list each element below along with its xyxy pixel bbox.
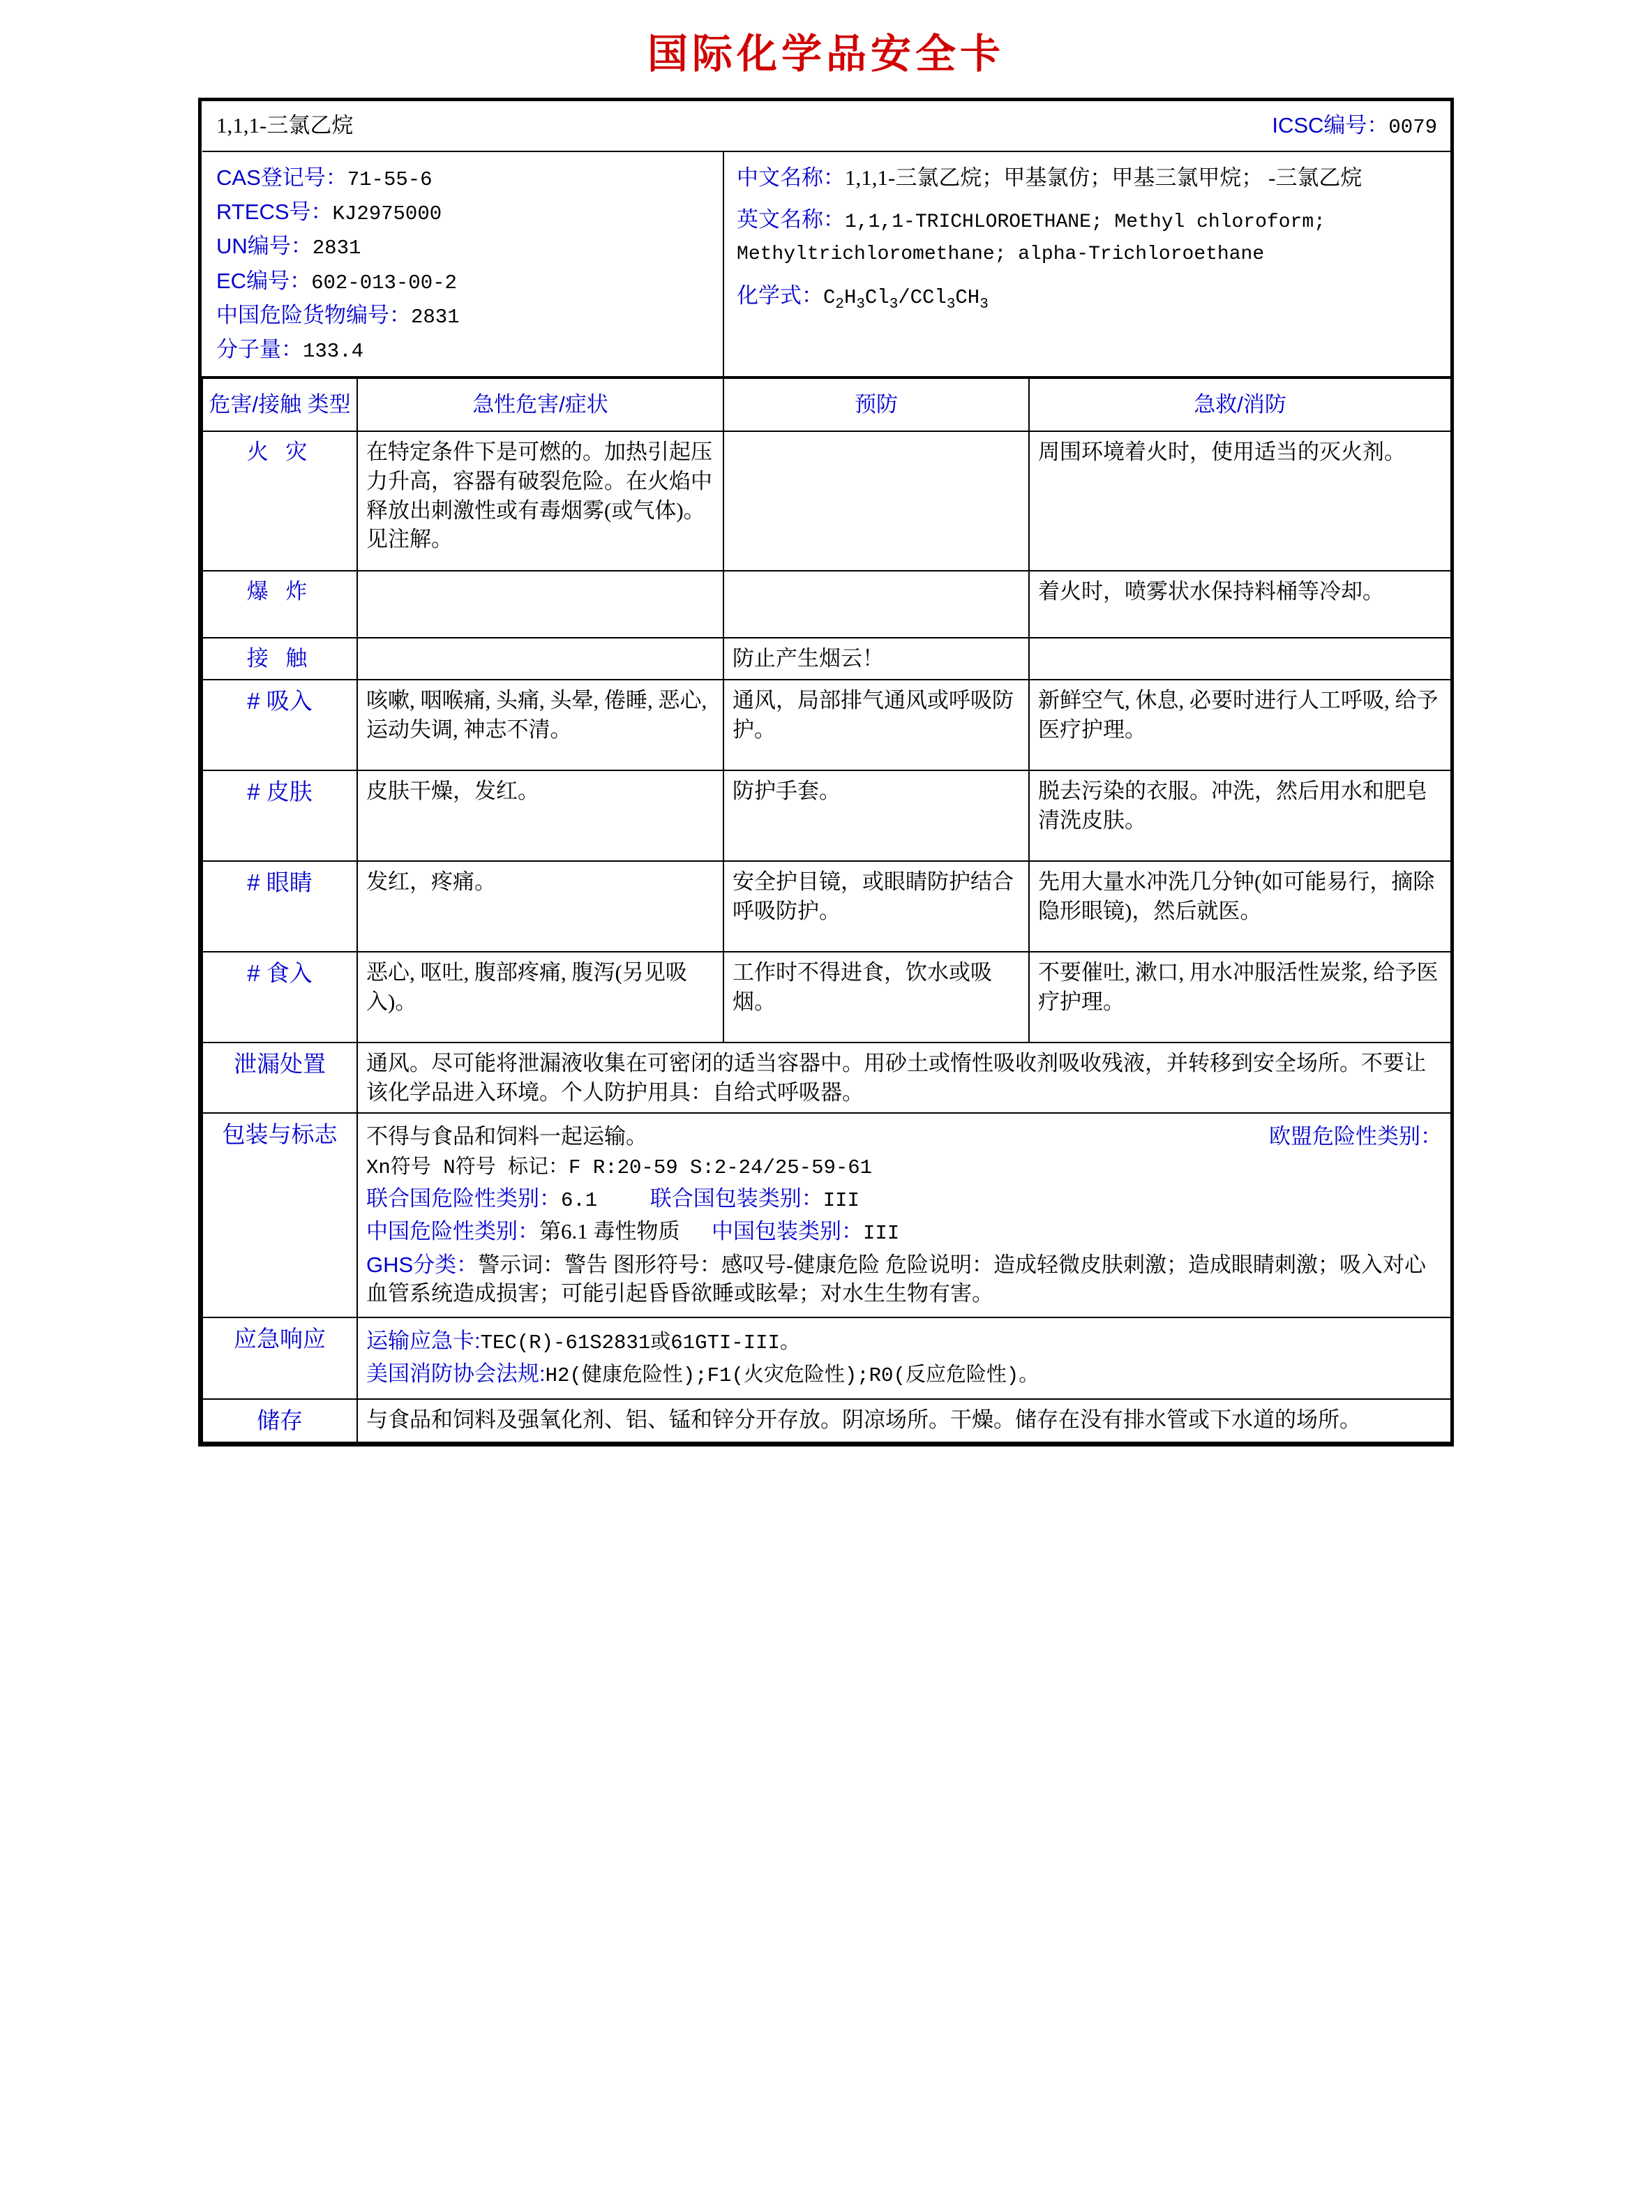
mw-value: 133.4 xyxy=(303,339,364,363)
emergency-label: 应急响应 xyxy=(202,1317,357,1398)
inhalation-prevention: 通风，局部排气通风或呼吸防护。 xyxy=(723,680,1029,770)
en-name-value: 1,1,1-TRICHLOROETHANE; Methyl chloroform; Methyltrichloromethane; alpha-Trichloroethane xyxy=(737,211,1326,265)
packaging-label: 包装与标志 xyxy=(202,1113,357,1317)
skin-prevention: 防护手套。 xyxy=(723,770,1029,861)
un-value: 2831 xyxy=(312,237,361,260)
section-row-packaging xyxy=(202,1113,1451,1317)
packaging-un xyxy=(366,1184,1442,1214)
identifier-block xyxy=(202,151,723,378)
skin-firstaid: 脱去污染的衣服。冲洗，然后用水和肥皂清洗皮肤。 xyxy=(1029,770,1451,861)
row-type-eyes: # 眼睛 xyxy=(202,861,357,952)
col-header-hazard: 急性危害/症状 xyxy=(357,378,723,431)
ghs-value: 警示词：警告 图形符号：感叹号-健康危险 危险说明：造成轻微皮肤刺激；造成眼睛刺激；吸入对心血管系统造成损害；可能引起昏昏欲睡或眩晕；对水生生物有害。 xyxy=(366,1252,1427,1306)
chinese-names xyxy=(737,163,1439,193)
cn-name-value: 1,1,1-三氯乙烷；甲基氯仿；甲基三氯甲烷； -三氯乙烷 xyxy=(845,165,1362,190)
identifier-molecular-weight xyxy=(216,335,709,365)
un-label: UN编号： xyxy=(216,234,313,259)
nfpa-label: 美国消防协会法规: xyxy=(366,1361,546,1387)
cn-class-value: 第6.1 毒性物质 xyxy=(539,1219,680,1244)
cn-pack-value: III xyxy=(863,1222,900,1246)
emergency-nfpa xyxy=(366,1359,1442,1389)
un-class-label: 联合国危险性类别： xyxy=(366,1186,561,1211)
explosion-hazard xyxy=(357,571,723,638)
packaging-ghs xyxy=(366,1250,1442,1309)
exposure-prevention: 防止产生烟云！ xyxy=(723,638,1029,680)
cas-value: 71-55-6 xyxy=(347,168,433,192)
matrix-row-eyes xyxy=(202,861,1451,952)
un-pack-label: 联合国包装类别： xyxy=(649,1186,823,1211)
eyes-prevention: 安全护目镜，或眼睛防护结合呼吸防护。 xyxy=(723,861,1029,952)
identity-row xyxy=(202,151,1451,378)
cas-label: CAS登记号： xyxy=(216,165,347,190)
card-header-row xyxy=(202,101,1451,151)
inhalation-firstaid: 新鲜空气, 休息, 必要时进行人工呼吸, 给予医疗护理。 xyxy=(1029,680,1451,770)
cn-goods-value: 2831 xyxy=(411,305,460,329)
row-type-explosion: 爆 炸 xyxy=(202,571,357,638)
explosion-firstaid: 着火时，喷雾状水保持料桶等冷却。 xyxy=(1029,571,1451,638)
row-type-skin: # 皮肤 xyxy=(202,770,357,861)
ingestion-prevention: 工作时不得进食，饮水或吸烟。 xyxy=(723,952,1029,1043)
cn-name-label: 中文名称： xyxy=(737,165,846,190)
formula-label: 化学式： xyxy=(737,283,824,308)
storage-label: 储存 xyxy=(202,1399,357,1443)
matrix-row-ingestion xyxy=(202,952,1451,1043)
spill-text: 通风。尽可能将泄漏液收集在可密闭的适当容器中。用砂土或惰性吸收剂吸收残液，并转移到安全场所。不要让该化学品进入环境。个人防护用具：自给式呼吸器。 xyxy=(357,1043,1451,1114)
row-type-ingestion: # 食入 xyxy=(202,952,357,1043)
exposure-hazard xyxy=(357,638,723,680)
spill-label: 泄漏处置 xyxy=(202,1043,357,1114)
mw-label: 分子量： xyxy=(216,336,303,361)
matrix-header-row xyxy=(202,378,1451,431)
emergency-card-label: 运输应急卡: xyxy=(366,1329,481,1354)
english-names xyxy=(737,205,1439,269)
icsc-number-cell xyxy=(723,101,1451,151)
matrix-row-inhalation xyxy=(202,680,1451,770)
matrix-row-skin xyxy=(202,770,1451,861)
cn-goods-label: 中国危险货物编号： xyxy=(216,302,411,327)
skin-hazard: 皮肤干燥，发红。 xyxy=(357,770,723,861)
emergency-content xyxy=(357,1317,1451,1398)
eyes-hazard: 发红，疼痛。 xyxy=(357,861,723,952)
ec-value: 602-013-00-2 xyxy=(311,271,457,294)
section-row-emergency xyxy=(202,1317,1451,1398)
rtecs-value: KJ2975000 xyxy=(332,202,442,226)
matrix-row-fire xyxy=(202,431,1451,571)
icsc-label: ICSC编号： xyxy=(1272,113,1389,137)
fire-firstaid: 周围环境着火时，使用适当的灭火剂。 xyxy=(1029,431,1451,571)
identifier-rtecs xyxy=(216,197,709,227)
matrix-row-explosion xyxy=(202,571,1451,638)
eu-hazard-class-label: 欧盟危险性类别： xyxy=(1269,1124,1443,1149)
rtecs-label: RTECS号： xyxy=(216,200,333,225)
exposure-firstaid xyxy=(1029,638,1451,680)
row-type-inhalation: # 吸入 xyxy=(202,680,357,770)
ingestion-firstaid: 不要催吐, 漱口, 用水冲服活性炭浆, 给予医疗护理。 xyxy=(1029,952,1451,1043)
inhalation-hazard: 咳嗽, 咽喉痛, 头痛, 头晕, 倦睡, 恶心, 运动失调, 神志不清。 xyxy=(357,680,723,770)
packaging-cn xyxy=(366,1217,1442,1247)
emergency-card xyxy=(366,1327,1442,1357)
fire-prevention xyxy=(723,431,1029,571)
chemical-name: 1,1,1-三氯乙烷 xyxy=(202,101,723,151)
fire-hazard: 在特定条件下是可燃的。加热引起压力升高，容器有破裂危险。在火焰中释放出刺激性或有毒烟雾(或气体)。见注解。 xyxy=(357,431,723,571)
cn-class-label: 中国危险性类别： xyxy=(366,1219,539,1244)
formula xyxy=(737,281,1439,315)
identifier-cas xyxy=(216,163,709,193)
ec-label: EC编号： xyxy=(216,268,312,293)
icsc-card xyxy=(198,98,1454,1447)
packaging-line1 xyxy=(366,1122,1442,1151)
identifier-ec xyxy=(216,267,709,297)
packaging-transport-note: 不得与食品和饲料一起运输。 xyxy=(366,1124,647,1149)
storage-text: 与食品和饲料及强氧化剂、铝、锰和锌分开存放。阴凉场所。干燥。储存在没有排水管或下水道的场所。 xyxy=(357,1399,1451,1443)
identifier-un xyxy=(216,232,709,262)
col-header-firstaid: 急救/消防 xyxy=(1029,378,1451,431)
identifier-cn-dangerous-goods xyxy=(216,301,709,331)
ghs-label: GHS分类： xyxy=(366,1252,479,1277)
col-header-prevention: 预防 xyxy=(723,378,1029,431)
formula-value: $C_2H_3Cl_3/CCl_3CH_3$ xyxy=(823,286,989,313)
icsc-table xyxy=(202,101,1452,1443)
ingestion-hazard: 恶心, 呕吐, 腹部疼痛, 腹泻(另见吸入)。 xyxy=(357,952,723,1043)
icsc-number: 0079 xyxy=(1388,116,1438,139)
section-row-storage xyxy=(202,1399,1451,1443)
names-block xyxy=(723,151,1451,378)
emergency-card-value: TEC(R)-61S2831或61GTI-III。 xyxy=(480,1331,800,1355)
un-class-value: 6.1 xyxy=(561,1189,598,1213)
en-name-label: 英文名称： xyxy=(737,207,846,232)
explosion-prevention xyxy=(723,571,1029,638)
cn-pack-label: 中国包装类别： xyxy=(712,1219,863,1244)
page-title: 国际化学品安全卡 xyxy=(647,31,1005,77)
eyes-firstaid: 先用大量水冲洗几分钟(如可能易行，摘除隐形眼镜)，然后就医。 xyxy=(1029,861,1451,952)
row-type-fire: 火 灾 xyxy=(202,431,357,571)
un-pack-value: III xyxy=(823,1189,859,1213)
section-row-spill xyxy=(202,1043,1451,1114)
packaging-content xyxy=(357,1113,1451,1317)
col-header-type: 危害/接触 类型 xyxy=(202,378,357,431)
nfpa-value: H2(健康危险性);F1(火灾危险性);R0(反应危险性)。 xyxy=(545,1364,1039,1388)
matrix-row-exposure xyxy=(202,638,1451,680)
row-type-exposure: 接 触 xyxy=(202,638,357,680)
packaging-line2: Xn符号 N符号 标记：F R:20-59 S:2-24/25-59-61 xyxy=(366,1156,873,1180)
